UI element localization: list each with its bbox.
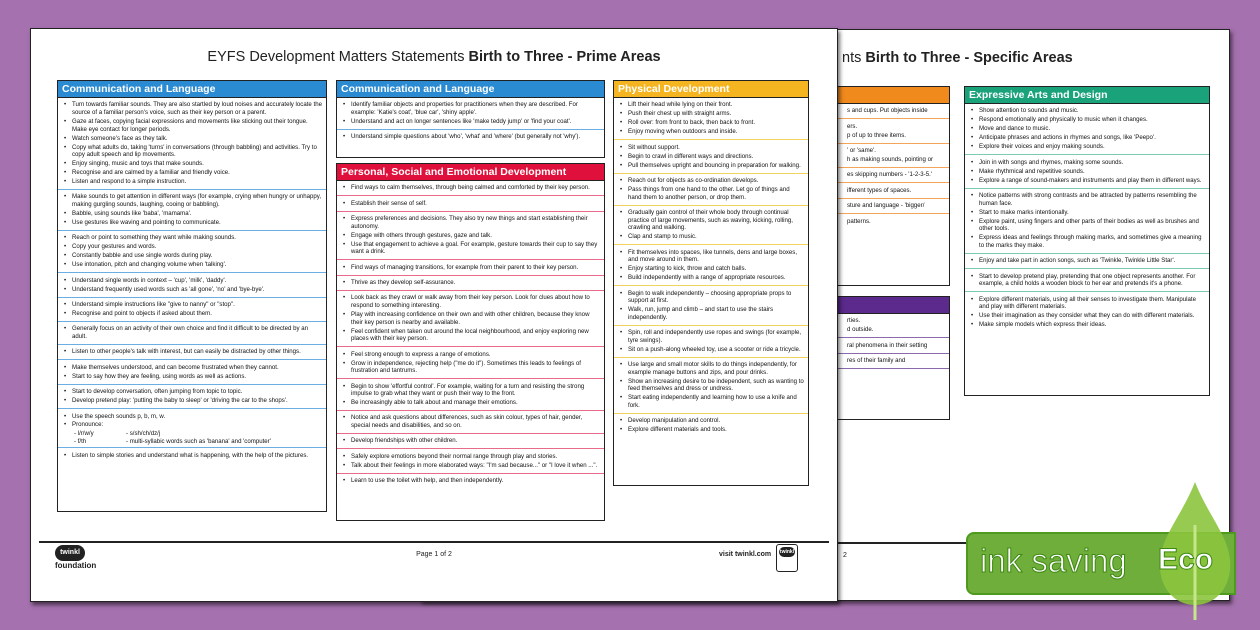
statement-item: ifferent types of spaces.: [847, 186, 912, 194]
statement-item: • Explore different materials and tools.: [618, 426, 804, 434]
statement-group: [337, 129, 604, 144]
statement-item: • Begin to show 'effortful control'. For example, waiting for a turn and resisting the strong impulse to grab what they want or push their way to the front.: [341, 383, 600, 398]
statement-group: [965, 188, 1209, 253]
back-page-number: 2: [843, 552, 847, 559]
visit-twinkl-link[interactable]: visit twinkl.com: [719, 551, 772, 558]
statement-group: [58, 321, 326, 344]
statement-item: s and cups. Put objects inside: [847, 107, 928, 115]
statement-group: [965, 104, 1209, 154]
statement-item: • Enjoy and take part in action songs, such as 'Twinkle, Twinkle Little Star'.: [969, 257, 1205, 265]
statement-group: [337, 181, 604, 195]
statement-item: • Use large and small motor skills to do things independently, for example manage buttons and zips, and pour drinks.: [618, 361, 804, 376]
statement-item: • Push their chest up with straight arms.: [618, 110, 804, 118]
column-heading: Personal, Social and Emotional Development: [337, 164, 604, 181]
statement-item: • Enjoy singing, music and toys that make sounds.: [62, 160, 322, 168]
statement-group: [58, 344, 326, 359]
statement-item: • Establish their sense of self.: [341, 200, 600, 208]
statement-item: • Clap and stamp to music.: [618, 233, 804, 241]
statement-item: • Watch someone's face as they talk.: [62, 135, 322, 143]
statement-item: ' or 'same'.: [847, 147, 876, 155]
statement-item: • Look back as they crawl or walk away from their key person. Look for clues about how to respond to something interesting.: [341, 294, 600, 309]
statement-item: sture and language - 'bigger/: [847, 202, 925, 210]
statement-group: [337, 448, 604, 472]
statement-group: [614, 325, 808, 357]
statement-item: patterns.: [847, 217, 871, 225]
statement-item: • Gaze at faces, copying facial expressions and movements like sticking out their tongue. Make eye contact for longer periods.: [62, 118, 322, 133]
statement-group: [58, 384, 326, 408]
statement-item: • Sit on a push-along wheeled toy, use a scooter or ride a tricycle.: [618, 346, 804, 354]
statement-item: • Copy what adults do, taking 'turns' in conversations (through babbling) and activities. Try to copy adult speech and lip movements.: [62, 144, 322, 159]
statement-item: • Pull themselves upright and bouncing in preparation for walking.: [618, 162, 804, 170]
statement-item: • Copy your gestures and words.: [62, 243, 322, 251]
statement-group: [58, 189, 326, 230]
twinkl-badge-icon: [776, 544, 798, 572]
statement-item: • Understand simple questions about 'who', 'what' and 'where' (but generally not 'why').: [341, 133, 600, 141]
statement-item: ers.: [847, 122, 858, 130]
statement-item: • Engage with others through gestures, gaze and talk.: [341, 232, 600, 240]
communication-language-column-2: [336, 80, 605, 158]
pronounce-cell: - multi-syllabic words such as 'banana' and 'computer': [126, 437, 271, 445]
statement-item: • Pronounce:: [62, 421, 322, 429]
statement-item: • Enjoy starting to kick, throw and catch balls.: [618, 265, 804, 273]
title-normal: EYFS Development Matters Statements: [207, 49, 469, 65]
statement-item: • Show attention to sounds and music.: [969, 107, 1205, 115]
statement-item: • Express preferences and decisions. They also try new things and start establishing their autonomy.: [341, 215, 600, 230]
statement-group: [337, 346, 604, 378]
statement-item: • Gradually gain control of their whole body through continual practice of large movements, such as waving, kicking, rolling, crawling and walking.: [618, 209, 804, 232]
statement-item: h as making sounds, pointing or: [847, 156, 934, 164]
statement-item: • Make rhythmical and repetitive sounds.: [969, 168, 1205, 176]
statement-group: [337, 410, 604, 433]
statement-item: • Generally focus on an activity of their own choice and find it difficult to be directed by an adult.: [62, 325, 322, 340]
statement-item: • Make sounds to get attention in different ways (for example, crying when hungry or unhappy, making gurgling sounds, laughing, cooing or babbling).: [62, 193, 322, 208]
statement-group: [337, 275, 604, 290]
statement-item: • Make simple models which express their ideas.: [969, 321, 1205, 329]
statement-group: [337, 259, 604, 274]
statement-item: • Begin to walk independently – choosing appropriate props to support at first.: [618, 290, 804, 305]
statement-item: • Pass things from one hand to the other. Let go of things and hand them to another person, or drop them.: [618, 186, 804, 201]
statement-item: • Talk about their feelings in more elaborated ways: "I'm sad because..." or "I love it when ...".: [341, 462, 600, 470]
footer-divider: [39, 541, 829, 543]
statement-item: • Turn towards familiar sounds. They are also startled by loud noises and accurately locate the source of a familiar person's voice, such as their key person or a parent.: [62, 101, 322, 116]
statement-group: [614, 357, 808, 413]
statement-item: • Feel confident when taken out around the local neighbourhood, and enjoy exploring new places with their key person.: [341, 328, 600, 343]
back-page-title: [842, 50, 1073, 66]
statement-group: [58, 447, 326, 462]
statement-item: • Play with increasing confidence on their own and with other children, because they know their key person is nearby and available.: [341, 311, 600, 326]
pronounce-cell: - s/sh/ch/dz/j: [126, 430, 161, 438]
statement-group: [337, 378, 604, 410]
statement-item: • Anticipate phrases and actions in rhymes and songs, like 'Peepo'.: [969, 134, 1205, 142]
communication-language-column-1: [57, 80, 327, 512]
statement-item: • Understand and act on longer sentences like 'make teddy jump' or 'find your coat'.: [341, 118, 600, 126]
statement-item: • Constantly babble and use single words during play.: [62, 252, 322, 260]
statement-group: [58, 98, 326, 189]
statement-item: • Recognise and are calmed by a familiar and friendly voice.: [62, 169, 322, 177]
statement-item: • Be increasingly able to talk about and manage their emotions.: [341, 399, 600, 407]
statement-item: • Identify familiar objects and properties for practitioners when they are described. For example: 'Katie's coat', 'blue car', 'shiny apple'.: [341, 101, 600, 116]
statement-item: • Make themselves understood, and can become frustrated when they cannot.: [62, 364, 322, 372]
statement-group: [337, 433, 604, 448]
statement-item: • Show an increasing desire to be independent, such as wanting to feed themselves and dress or undress.: [618, 378, 804, 393]
statement-item: • Find ways to calm themselves, through being calmed and comforted by their key person.: [341, 184, 600, 192]
statement-item: • Recognise and point to objects if asked about them.: [62, 310, 322, 318]
statement-group: [614, 139, 808, 172]
statement-group: [337, 195, 604, 210]
statement-item: • Babble, using sounds like 'baba', 'mamama'.: [62, 210, 322, 218]
ink-saving-label: ink saving: [980, 542, 1127, 579]
statement-item: • Start to say how they are feeling, using words as well as actions.: [62, 373, 322, 381]
statement-group: [614, 244, 808, 285]
statement-group: [337, 473, 604, 488]
statement-item: • Join in with songs and rhymes, making some sounds.: [969, 159, 1205, 167]
statement-group: [965, 268, 1209, 291]
expressive-arts-column: [964, 86, 1210, 396]
front-page-title: [31, 49, 837, 65]
statement-group: [614, 173, 808, 205]
statement-group: [965, 154, 1209, 187]
statement-item: • Build independently with a range of appropriate resources.: [618, 274, 804, 282]
statement-item: • Move and dance to music.: [969, 125, 1205, 133]
statement-item: • Learn to use the toilet with help, and then independently.: [341, 477, 600, 485]
statement-item: • Express ideas and feelings through making marks, and sometimes give a meaning to the marks they make.: [969, 234, 1205, 249]
statement-item: • Reach out for objects as co-ordination develops.: [618, 177, 804, 185]
statement-item: • Find ways of managing transitions, for example from their parent to their key person.: [341, 264, 600, 272]
statement-group: [337, 98, 604, 129]
eco-label: Eco: [1158, 543, 1214, 576]
statement-item: • Develop pretend play: 'putting the baby to sleep' or 'driving the car to the shops'.: [62, 397, 322, 405]
statement-item: ral phenomena in their setting: [847, 341, 928, 349]
pronounce-row: [62, 430, 322, 437]
title-bold: Birth to Three - Prime Areas: [468, 49, 661, 65]
statement-item: • Enjoy moving when outdoors and inside.: [618, 128, 804, 136]
statement-item: res of their family and: [847, 357, 906, 365]
statement-group: [337, 211, 604, 260]
statement-item: • Walk, run, jump and climb – and start to use the stairs independently.: [618, 306, 804, 321]
statement-group: [58, 359, 326, 383]
statement-item: • Reach or point to something they want while making sounds.: [62, 234, 322, 242]
statement-item: • Start to make marks intentionally.: [969, 209, 1205, 217]
statement-item: rties.: [847, 317, 861, 325]
page-number: Page 1 of 2: [416, 551, 452, 558]
pronounce-cell: - f/th: [74, 437, 87, 445]
statement-item: • Notice and ask questions about differences, such as skin colour, types of hair, gender, special needs and disabilities, and so on.: [341, 414, 600, 429]
twinkl-foundation-logo: [55, 545, 105, 575]
statement-item: • Grow in independence, rejecting help ("me do it"). Sometimes this leads to feelings of frustration and tantrums.: [341, 360, 600, 375]
statement-item: • Start to develop pretend play, pretending that one object represents another. For example, a child holds a wooden block to her ear and pretends it's a phone.: [969, 273, 1205, 288]
title-normal: nts: [842, 50, 866, 66]
statement-item: es skipping numbers - '1-2-3-5.': [847, 171, 932, 179]
statement-item: • Understand single words in context – 'cup', 'milk', 'daddy'.: [62, 277, 322, 285]
column-heading: Expressive Arts and Design: [965, 87, 1209, 104]
title-bold: Birth to Three - Specific Areas: [865, 50, 1073, 66]
statement-item: • Lift their head while lying on their front.: [618, 101, 804, 109]
statement-item: • Explore a range of sound-makers and instruments and play them in different ways.: [969, 177, 1205, 185]
pronounce-cell: - l/r/w/y: [74, 430, 94, 438]
statement-item: • Use that engagement to achieve a goal. For example, gesture towards their cup to say they want a drink.: [341, 241, 600, 256]
statement-item: • Explore paint, using fingers and other parts of their bodies as well as brushes and other tools.: [969, 218, 1205, 233]
statement-group: [58, 272, 326, 296]
statement-item: • Understand simple instructions like "give to nanny" or "stop".: [62, 301, 322, 309]
statement-group: [337, 290, 604, 346]
front-page-prime-areas: [30, 28, 838, 602]
statement-item: • Explore different materials, using all their senses to investigate them. Manipulate and play with different materials.: [969, 296, 1205, 311]
column-heading: Communication and Language: [337, 81, 604, 98]
statement-group: [58, 297, 326, 321]
psed-column: [336, 163, 605, 521]
column-heading: Physical Development: [614, 81, 808, 98]
statement-item: • Feel strong enough to express a range of emotions.: [341, 351, 600, 359]
badge-text: twinkl: [779, 549, 795, 555]
statement-item: • Start to develop conversation, often jumping from topic to topic.: [62, 388, 322, 396]
statement-group: [614, 98, 808, 139]
statement-item: p of up to three items.: [847, 131, 906, 139]
physical-development-column: [613, 80, 809, 486]
statement-item: • Spin, roll and independently use ropes and swings (for example, tyre swings).: [618, 329, 804, 344]
statement-item: • Develop manipulation and control.: [618, 417, 804, 425]
statement-item: • Safely explore emotions beyond their normal range through play and stories.: [341, 453, 600, 461]
statement-group: [614, 413, 808, 437]
statement-item: • Explore their voices and enjoy making sounds.: [969, 143, 1205, 151]
statement-group: [614, 205, 808, 245]
statement-group: [965, 291, 1209, 332]
statement-group: [614, 285, 808, 325]
statement-item: • Notice patterns with strong contrasts and be attracted by patterns resembling the human face.: [969, 192, 1205, 207]
statement-group: [58, 230, 326, 272]
statement-item: • Respond emotionally and physically to music when it changes.: [969, 116, 1205, 124]
logo-sub: foundation: [55, 561, 97, 570]
statement-item: • Use intonation, pitch and changing volume when 'talking'.: [62, 261, 322, 269]
statement-item: • Listen to other people's talk with interest, but can easily be distracted by other things.: [62, 348, 322, 356]
statement-item: • Listen and respond to a simple instruction.: [62, 178, 322, 186]
column-heading: Communication and Language: [58, 81, 326, 98]
statement-item: • Use gestures like waving and pointing to communicate.: [62, 219, 322, 227]
statement-item: • Develop friendships with other children.: [341, 437, 600, 445]
statement-item: • Understand frequently used words such as 'all gone', 'no' and 'bye-bye'.: [62, 286, 322, 294]
statement-item: • Start eating independently and learning how to use a knife and fork.: [618, 394, 804, 409]
statement-group: [965, 253, 1209, 268]
pronounce-row: [62, 438, 322, 445]
logo-text: twinkl: [55, 545, 85, 561]
statement-item: • Thrive as they develop self-assurance.: [341, 279, 600, 287]
statement-item: • Fit themselves into spaces, like tunnels, dens and large boxes, and move around in them.: [618, 249, 804, 264]
statement-item: • Use the speech sounds p, b, m, w.: [62, 413, 322, 421]
statement-item: • Use their imagination as they consider what they can do with different materials.: [969, 312, 1205, 320]
statement-item: d outside.: [847, 326, 874, 334]
statement-item: • Roll over: from front to back, then back to front.: [618, 119, 804, 127]
statement-item: • Sit without support.: [618, 144, 804, 152]
statement-item: • Listen to simple stories and understand what is happening, with the help of the pictures.: [62, 452, 322, 460]
statement-item: • Begin to crawl in different ways and directions.: [618, 153, 804, 161]
statement-group: [58, 408, 326, 447]
